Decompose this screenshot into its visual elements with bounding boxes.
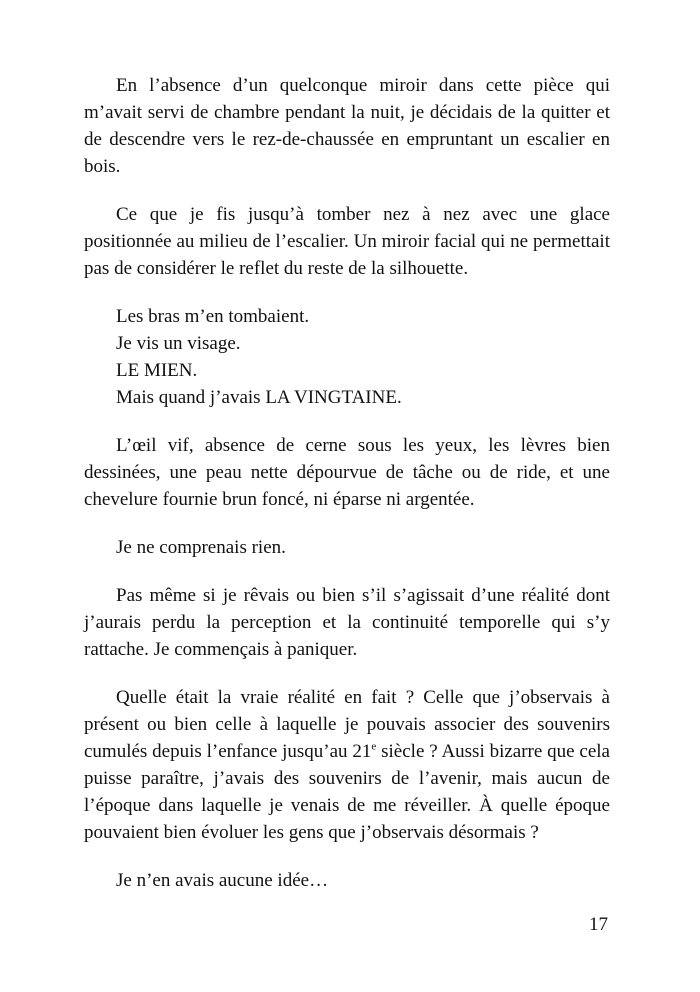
paragraph-7: Je n’en avais aucune idée… <box>116 870 329 891</box>
paragraph-6 <box>84 684 610 846</box>
paragraph-3: L’œil vif, absence de cerne sous les yeux, les lèvres bien dessinées, une peau nette dépourvue de tâche ou de ride, et une chevelure fournie brun foncé, ni éparse ni argentée. <box>84 435 610 510</box>
paragraph-2: Ce que je fis jusqu’à tomber nez à nez avec une glace positionnée au milieu de l’escalier. Un miroir facial qui ne permettait pas de considérer le reflet du reste de la silhouette. <box>84 204 610 279</box>
stanza <box>84 303 610 411</box>
paragraph-6-start: Quelle était la vraie réalité en fait ? Celle que j’observais à présent ou bien celle à laquelle je pouvais associer des souvenirs cumulés depuis l’enfance jusqu’au 21 <box>84 687 610 762</box>
paragraph-6-end: siècle ? Aussi bizarre que cela puisse paraître, j’avais des souvenirs de l’avenir, mais aucun de l’époque dans laquelle je venais de me réveiller. À quelle époque pouvaient bien évoluer les gens que j’observais désormais ? <box>84 741 610 843</box>
stanza-line-4: Mais quand j’avais LA VINGTAINE. <box>116 387 402 408</box>
paragraph-4: Je ne comprenais rien. <box>116 537 286 558</box>
stanza-line-2: Je vis un visage. <box>116 333 241 354</box>
paragraph-5: Pas même si je rêvais ou bien s’il s’agissait d’une réalité dont j’aurais perdu la perception et la continuité temporelle qui s’y rattache. Je commençais à paniquer. <box>84 585 610 660</box>
century-superscript: e <box>371 740 377 753</box>
paragraph-1: En l’absence d’un quelconque miroir dans cette pièce qui m’avait servi de chambre pendant la nuit, je décidais de la quitter et de descendre vers le rez-de-chaussée en empruntant un escalier en bois. <box>84 75 610 177</box>
page-body <box>84 72 610 894</box>
stanza-line-3: LE MIEN. <box>116 360 198 381</box>
page-number: 17 <box>589 914 608 935</box>
stanza-line-1: Les bras m’en tombaient. <box>116 306 310 327</box>
